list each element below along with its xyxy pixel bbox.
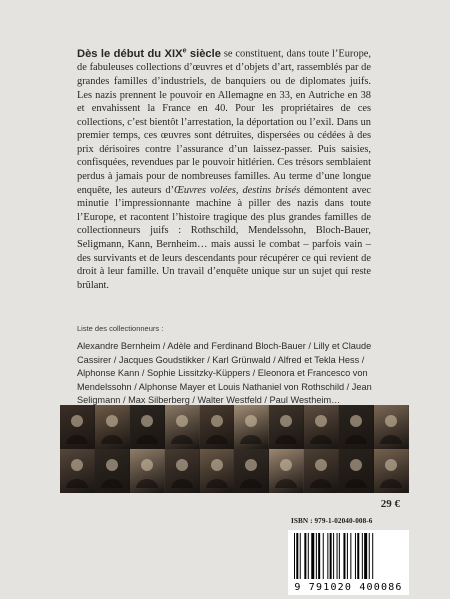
person-silhouette-icon (308, 410, 334, 444)
isbn: ISBN : 979-1-02040-008-6 (291, 517, 373, 525)
portrait-photo (234, 405, 269, 449)
portrait-photo (60, 449, 95, 493)
portrait-photo (200, 449, 235, 493)
person-silhouette-icon (273, 410, 299, 444)
person-silhouette-icon (238, 454, 264, 488)
portrait-photo (304, 449, 339, 493)
barcode-bars (294, 533, 403, 579)
portrait-photo (95, 449, 130, 493)
portrait-photo (130, 405, 165, 449)
person-silhouette-icon (169, 454, 195, 488)
collectors-list-title: Liste des collectionneurs : (77, 324, 164, 333)
person-silhouette-icon (378, 454, 404, 488)
portrait-photo (304, 405, 339, 449)
portrait-photo (60, 405, 95, 449)
portrait-photo (339, 405, 374, 449)
barcode (288, 530, 409, 595)
person-silhouette-icon (169, 410, 195, 444)
portrait-photo (234, 449, 269, 493)
person-silhouette-icon (343, 454, 369, 488)
person-silhouette-icon (343, 410, 369, 444)
portrait-photo (165, 449, 200, 493)
portrait-photo (200, 405, 235, 449)
portrait-photo (95, 405, 130, 449)
portrait-photo (130, 449, 165, 493)
person-silhouette-icon (99, 454, 125, 488)
person-silhouette-icon (64, 410, 90, 444)
person-silhouette-icon (273, 454, 299, 488)
blurb-text-part1: se constituent, dans toute l’Europe, de fabuleuses collections d’œuvres et d’objets d’art, rassemblés par de grandes familles d’industriels, de banquiers ou de diplomates juifs. Les nazis prennent le pouvoir en Allemagne en 33, en Autriche en 38 et envahissent la France en 40. Pour les propriétaires de ces collections, c’est bientôt l’arrestation, la déportation ou l’exil. Dans un premier temps, ces œuvres sont détruites, dispersées ou cédées à des prix dérisoires contre l’assurance d’un laissez-passer. Puis saisies, confisquées, revendues par le pouvoir hitlérien. Ces trésors semblaient perdus à jamais pour de nombreuses familles. Au terme d’une longue enquête, les auteurs d’ (77, 48, 371, 196)
back-cover-blurb (77, 44, 371, 292)
person-silhouette-icon (99, 410, 125, 444)
collectors-list: Alexandre Bernheim / Adèle and Ferdinand Bloch-Bauer / Lilly et Claude Cassirer / Jacques Goudstikker / Karl Grünwald / Alfred et Tekla Hess / Alphonse Kann / Sophie Lissitzky-Küppers / Eleonora et Francesco von Mendelssohn / Alphonse Mayer et Louis Nathaniel von Rothschild / Jean Seligmann / Max Silberberg / Walter Westfeld / Paul Westheim… (77, 341, 372, 405)
price: 29 € (380, 498, 400, 510)
blurb-lead: Dès le début du XIXe siècle (77, 47, 221, 60)
book-title-italic: Œuvres volées, destins brisés (174, 184, 301, 196)
portrait-photo (165, 405, 200, 449)
person-silhouette-icon (378, 410, 404, 444)
portrait-photo (374, 449, 409, 493)
person-silhouette-icon (204, 454, 230, 488)
person-silhouette-icon (64, 454, 90, 488)
portrait-photo (339, 449, 374, 493)
portrait-photo (374, 405, 409, 449)
portrait-photo (269, 405, 304, 449)
person-silhouette-icon (134, 454, 160, 488)
blurb-text-part2: démontent avec minutie l’impressionnante machine à piller des nazis dans toute l’Europe, et racontent l’histoire tragique des plus grandes familles de collectionneurs juifs : Rothschild, Mendelssohn, Bloch-Bauer, Seligmann, Kann, Bernheim… mais aussi le combat – parfois vain – des survivants et de leurs descendants pour récupérer ce qui revient de droit à leur famille. Un travail d’enquête unique sur un sujet qui reste brûlant. (77, 184, 372, 291)
person-silhouette-icon (308, 454, 334, 488)
person-silhouette-icon (134, 410, 160, 444)
barcode-digits: 9 791020 400086 (294, 582, 403, 593)
portrait-photo-band (60, 405, 409, 493)
person-silhouette-icon (238, 410, 264, 444)
portrait-photo (269, 449, 304, 493)
person-silhouette-icon (204, 410, 230, 444)
